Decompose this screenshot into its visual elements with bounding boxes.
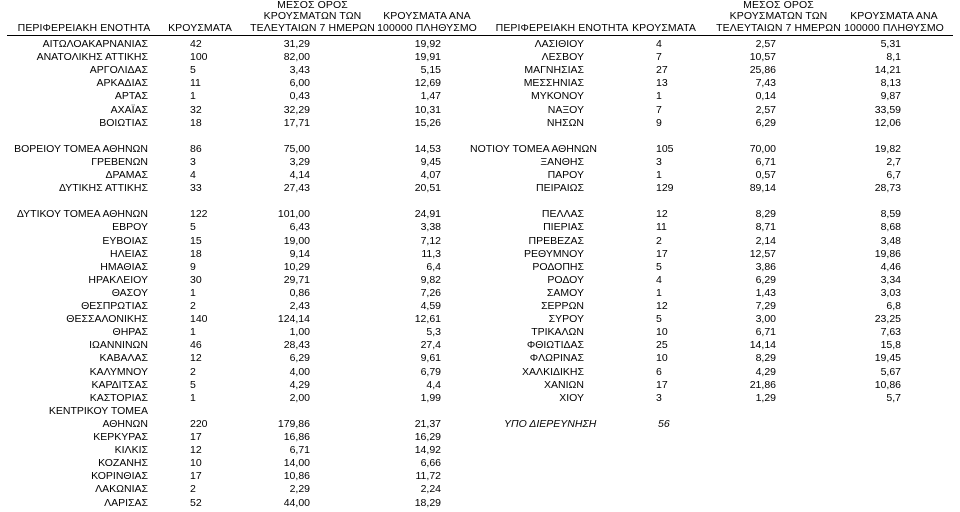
- cases-cell: 33: [190, 182, 202, 195]
- per100k-cell: 6,7: [886, 169, 901, 181]
- per100k-cell: 16,29: [414, 431, 441, 443]
- per100k-cell: 28,73: [874, 182, 901, 195]
- per100k-cell: 18,29: [414, 496, 441, 509]
- table-row: [0, 207, 960, 221]
- region-name-cell: ΕΒΡΟΥ: [112, 221, 148, 234]
- header-avg7-right: ΜΕΣΟΣ ΟΡΟΣ ΚΡΟΥΣΜΑΤΩΝ ΤΩΝ ΤΕΛΕΥΤΑΙΩΝ 7 ΗΜΕΡΩΝ: [716, 0, 841, 34]
- per100k-cell: 10,86: [874, 378, 901, 391]
- per100k-cell: 5,67: [880, 365, 901, 378]
- region-name-cell: ΛΑΡΙΣΑΣ: [104, 496, 148, 509]
- region-name-cell: ΘΗΡΑΣ: [112, 326, 148, 339]
- per100k-cell: 3,03: [880, 286, 901, 299]
- per100k-cell: 15,8: [880, 339, 901, 352]
- region-name-cell: ΔΡΑΜΑΣ: [105, 169, 148, 181]
- avg7-cell: 14,14: [749, 339, 776, 352]
- cases-cell: 5: [190, 64, 196, 77]
- table-row: [0, 50, 960, 64]
- region-name-cell: ΚΙΛΚΙΣ: [114, 444, 148, 457]
- cases-cell: 1: [656, 169, 662, 181]
- table-row: [0, 417, 960, 431]
- header-cases-left: ΚΡΟΥΣΜΑΤΑ: [168, 21, 232, 34]
- region-name-cell: ΡΟΔΟΠΗΣ: [532, 260, 584, 273]
- cases-cell: 18: [190, 116, 202, 129]
- cases-cell: 100: [190, 51, 208, 64]
- region-name-cell: ΛΑΚΩΝΙΑΣ: [95, 483, 148, 496]
- avg7-cell: 27,43: [283, 182, 310, 195]
- avg7-cell: 4,14: [289, 169, 310, 181]
- region-name-cell: ΓΡΕΒΕΝΩΝ: [91, 155, 148, 168]
- region-name-cell: ΠΙΕΡΙΑΣ: [543, 221, 584, 234]
- per100k-cell: 6,79: [420, 365, 441, 378]
- cases-cell: 12: [190, 444, 202, 457]
- per100k-cell: 14,53: [414, 142, 441, 155]
- table-row: [0, 378, 960, 392]
- region-name-cell: ΡΕΘΥΜΝΟΥ: [523, 247, 584, 260]
- avg7-cell: 14,00: [283, 457, 310, 470]
- region-name-cell: ΘΕΣΠΡΩΤΙΑΣ: [81, 300, 148, 312]
- cases-cell: 30: [190, 273, 202, 286]
- cases-cell: 3: [190, 155, 196, 168]
- cases-cell: 4: [190, 169, 196, 181]
- cases-cell: 5: [656, 313, 662, 326]
- per100k-cell: 3,48: [880, 234, 901, 247]
- region-name-cell: ΤΡΙΚΑΛΩΝ: [531, 326, 584, 339]
- region-name-cell: ΑΝΑΤΟΛΙΚΗΣ ΑΤΤΙΚΗΣ: [36, 51, 148, 64]
- avg7-cell: 2,57: [755, 38, 776, 50]
- avg7-cell: 70,00: [749, 142, 776, 155]
- cases-cell: 56: [658, 417, 670, 430]
- cases-cell: 5: [190, 378, 196, 391]
- avg7-cell: 44,00: [283, 496, 310, 509]
- per100k-cell: 6,4: [426, 260, 441, 273]
- per100k-cell: 27,4: [420, 339, 441, 352]
- per100k-cell: 5,3: [426, 326, 441, 339]
- cases-cell: 25: [656, 339, 668, 352]
- avg7-cell: 6,29: [755, 116, 776, 129]
- per100k-cell: 2,7: [886, 155, 901, 168]
- avg7-cell: 179,86: [277, 417, 310, 430]
- region-name-cell: ΣΑΜΟΥ: [546, 286, 584, 299]
- region-name-cell: ΘΕΣΣΑΛΟΝΙΚΗΣ: [66, 313, 148, 326]
- region-name-cell: ΙΩΑΝΝΙΝΩΝ: [89, 339, 148, 352]
- per100k-cell: 3,34: [880, 273, 901, 286]
- region-name-cell: ΔΥΤΙΚΗΣ ΑΤΤΙΚΗΣ: [58, 182, 148, 195]
- cases-cell: 9: [656, 116, 662, 129]
- per100k-cell: 10,31: [414, 103, 441, 116]
- cases-cell: 17: [190, 470, 202, 483]
- avg7-cell: 10,57: [749, 51, 776, 64]
- avg7-cell: 9,14: [289, 247, 310, 260]
- per100k-cell: 5,15: [420, 64, 441, 77]
- per100k-cell: 19,92: [414, 38, 441, 50]
- avg7-cell: 6,71: [755, 155, 776, 168]
- header-region-left: ΠΕΡΙΦΕΡΕΙΑΚΗ ΕΝΟΤΗΤΑ: [17, 21, 151, 34]
- per100k-cell: 5,31: [880, 38, 901, 50]
- region-name-cell: ΘΑΣΟΥ: [111, 286, 148, 299]
- avg7-cell: 32,29: [283, 103, 310, 116]
- avg7-cell: 6,29: [755, 273, 776, 286]
- cases-cell: 12: [656, 208, 668, 221]
- avg7-cell: 6,00: [289, 77, 310, 90]
- region-name-cell: ΛΕΣΒΟΥ: [541, 51, 584, 64]
- region-name-cell: ΑΙΤΩΛΟΑΚΑΡΝΑΝΙΑΣ: [42, 38, 148, 50]
- cases-cell: 12: [656, 300, 668, 312]
- region-name-cell: ΧΑΛΚΙΔΙΚΗΣ: [522, 365, 584, 378]
- cases-cell: 9: [190, 260, 196, 273]
- per100k-cell: 8,1: [886, 51, 901, 64]
- per100k-cell: 7,26: [420, 286, 441, 299]
- region-name-cell: ΜΑΓΝΗΣΙΑΣ: [524, 64, 584, 77]
- cases-cell: 7: [656, 51, 662, 64]
- avg7-cell: 17,71: [283, 116, 310, 129]
- per100k-cell: 8,13: [880, 77, 901, 90]
- cases-cell: 1: [190, 326, 196, 339]
- cases-cell: 140: [190, 313, 208, 326]
- per100k-cell: 9,61: [420, 352, 441, 365]
- avg7-cell: 1,00: [289, 326, 310, 339]
- per100k-cell: 8,68: [880, 221, 901, 234]
- per100k-cell: 4,46: [880, 260, 901, 273]
- avg7-cell: 4,29: [755, 365, 776, 378]
- per100k-cell: 7,12: [420, 234, 441, 247]
- cases-cell: 3: [656, 391, 662, 404]
- per100k-cell: 11,3: [421, 247, 441, 260]
- region-name-cell: ΝΑΞΟΥ: [547, 103, 584, 116]
- avg7-cell: 0,43: [289, 90, 310, 103]
- per100k-cell: 11,72: [415, 470, 441, 483]
- per100k-cell: 3,38: [420, 221, 441, 234]
- avg7-cell: 12,57: [749, 247, 776, 260]
- table-row: [0, 312, 960, 326]
- per100k-cell: 9,87: [880, 90, 901, 103]
- avg7-cell: 3,00: [755, 313, 776, 326]
- cases-cell: 220: [190, 417, 208, 430]
- avg7-cell: 8,71: [755, 221, 776, 234]
- per100k-cell: 7,63: [880, 326, 901, 339]
- per100k-cell: 12,61: [414, 313, 441, 326]
- cases-cell: 10: [656, 352, 668, 365]
- avg7-cell: 0,14: [755, 90, 776, 103]
- cases-cell: 18: [190, 247, 202, 260]
- header-cases-right: ΚΡΟΥΣΜΑΤΑ: [632, 21, 696, 34]
- avg7-cell: 29,71: [283, 273, 310, 286]
- region-name-cell: ΠΕΙΡΑΙΩΣ: [536, 182, 584, 195]
- table-row: [0, 482, 960, 496]
- avg7-cell: 101,00: [277, 208, 310, 221]
- per100k-cell: 9,45: [420, 155, 441, 168]
- per100k-cell: 19,82: [874, 142, 901, 155]
- cases-cell: 2: [190, 483, 196, 496]
- per100k-cell: 19,45: [874, 352, 901, 365]
- cases-cell: 17: [656, 378, 668, 391]
- region-name-cell: ΝΟΤΙΟΥ ΤΟΜΕΑ ΑΘΗΝΩΝ: [470, 142, 597, 155]
- avg7-cell: 28,43: [283, 339, 310, 352]
- region-name-cell: ΕΥΒΟΙΑΣ: [102, 234, 148, 247]
- avg7-cell: 2,29: [289, 483, 310, 496]
- region-name-cell: ΑΡΚΑΔΙΑΣ: [96, 77, 148, 90]
- cases-cell: 52: [190, 496, 202, 509]
- per100k-cell: 23,25: [874, 313, 901, 326]
- cases-cell: 2: [656, 234, 662, 247]
- cases-cell: 1: [656, 286, 662, 299]
- table-row: [0, 325, 960, 339]
- avg7-cell: 3,43: [289, 64, 310, 77]
- per100k-cell: 1,47: [420, 90, 441, 103]
- table-row: [0, 89, 960, 103]
- region-name-cell: ΑΡΓΟΛΙΔΑΣ: [89, 64, 148, 77]
- table-row: [0, 220, 960, 234]
- cases-cell: 13: [656, 77, 668, 90]
- cases-cell: 42: [190, 38, 202, 50]
- avg7-cell: 2,57: [755, 103, 776, 116]
- avg7-cell: 6,29: [289, 352, 310, 365]
- region-name-cell: ΠΡΕΒΕΖΑΣ: [528, 234, 584, 247]
- table-row: [0, 63, 960, 77]
- region-name-cell: ΣΥΡΟΥ: [548, 313, 584, 326]
- avg7-cell: 124,14: [277, 313, 310, 326]
- avg7-cell: 6,43: [289, 221, 310, 234]
- per100k-cell: 4,07: [420, 169, 441, 181]
- avg7-cell: 4,00: [289, 365, 310, 378]
- cases-cell: 4: [656, 38, 662, 50]
- table-row: [0, 496, 960, 510]
- cases-cell: 4: [656, 273, 662, 286]
- avg7-cell: 19,00: [283, 234, 310, 247]
- avg7-cell: 10,86: [283, 470, 310, 483]
- region-name-cell: ΦΛΩΡΙΝΑΣ: [529, 352, 584, 365]
- avg7-cell: 7,43: [755, 77, 776, 90]
- region-name-cell: ΜΕΣΣΗΝΙΑΣ: [523, 77, 584, 90]
- cases-cell: 17: [190, 431, 202, 443]
- per100k-cell: 14,21: [874, 64, 901, 77]
- per100k-cell: 6,8: [886, 300, 901, 312]
- per100k-cell: 1,99: [420, 391, 441, 404]
- avg7-cell: 82,00: [283, 51, 310, 64]
- cases-cell: 122: [190, 208, 208, 221]
- table-row: [0, 116, 960, 130]
- table-row: [0, 351, 960, 365]
- per100k-cell: 2,24: [420, 483, 441, 496]
- region-name-cell: ΛΑΣΙΘΙΟΥ: [534, 38, 584, 50]
- avg7-cell: 2,00: [289, 391, 310, 404]
- region-name-cell: ΚΑΣΤΟΡΙΑΣ: [89, 391, 148, 404]
- table-row: [0, 338, 960, 352]
- region-name-cell: ΞΑΝΘΗΣ: [540, 155, 584, 168]
- region-name-cell: ΥΠΟ ΔΙΕΡΕΥΝΗΣΗ: [504, 417, 597, 430]
- region-name-cell: ΠΕΛΛΑΣ: [541, 208, 584, 221]
- per100k-cell: 6,66: [420, 457, 441, 470]
- cases-cell: 11: [190, 77, 201, 90]
- table-row: [0, 247, 960, 261]
- per100k-cell: 12,06: [874, 116, 901, 129]
- cases-cell: 5: [190, 221, 196, 234]
- table-row: [0, 456, 960, 470]
- table-row: [0, 234, 960, 248]
- per100k-cell: 19,91: [414, 51, 441, 64]
- region-name-cell: ΦΘΙΩΤΙΔΑΣ: [526, 339, 584, 352]
- region-name-cell: ΒΟΙΩΤΙΑΣ: [99, 116, 148, 129]
- cases-cell: 5: [656, 260, 662, 273]
- avg7-cell: 4,29: [289, 378, 310, 391]
- region-name-cell: ΗΛΕΙΑΣ: [109, 247, 148, 260]
- cases-cell: 1: [190, 286, 196, 299]
- region-name-cell: ΣΕΡΡΩΝ: [541, 300, 584, 312]
- region-name-cell: ΑΘΗΝΩΝ: [102, 417, 148, 430]
- table-row: [0, 129, 960, 143]
- cases-cell: 10: [190, 457, 202, 470]
- avg7-cell: 8,29: [755, 208, 776, 221]
- region-name-cell: ΚΑΛΥΜΝΟΥ: [89, 365, 148, 378]
- table-row: [0, 37, 960, 51]
- region-name-cell: ΚΟΡΙΝΘΙΑΣ: [91, 470, 148, 483]
- header-region-right: ΠΕΡΙΦΕΡΕΙΑΚΗ ΕΝΟΤΗΤΑ: [495, 21, 629, 34]
- table-row: [0, 273, 960, 287]
- region-name-cell: ΧΑΝΙΩΝ: [544, 378, 584, 391]
- avg7-cell: 6,71: [755, 326, 776, 339]
- avg7-cell: 8,29: [755, 352, 776, 365]
- table-row: [0, 404, 960, 418]
- table-row: [0, 391, 960, 405]
- cases-cell: 6: [656, 365, 662, 378]
- per100k-cell: 15,26: [414, 116, 441, 129]
- per100k-cell: 21,37: [414, 417, 441, 430]
- region-name-cell: ΚΕΝΤΡΙΚΟΥ ΤΟΜΕΑ: [48, 404, 148, 417]
- cases-cell: 86: [190, 142, 202, 155]
- avg7-cell: 3,29: [289, 155, 310, 168]
- cases-cell: 2: [190, 365, 196, 378]
- avg7-cell: 0,86: [289, 286, 310, 299]
- cases-cell: 10: [656, 326, 668, 339]
- header-per100k-right: ΚΡΟΥΣΜΑΤΑ ΑΝΑ 100000 ΠΛΗΘΥΣΜΟ: [844, 10, 944, 34]
- avg7-cell: 2,14: [755, 234, 776, 247]
- region-name-cell: ΚΑΒΑΛΑΣ: [99, 352, 148, 365]
- region-name-cell: ΜΥΚΟΝΟΥ: [530, 90, 584, 103]
- per100k-cell: 4,59: [420, 300, 441, 312]
- region-name-cell: ΔΥΤΙΚΟΥ ΤΟΜΕΑ ΑΘΗΝΩΝ: [16, 208, 148, 221]
- table-row: [0, 142, 960, 156]
- table-row: [0, 76, 960, 90]
- cases-cell: 32: [190, 103, 202, 116]
- per100k-cell: 8,59: [880, 208, 901, 221]
- avg7-cell: 2,43: [289, 300, 310, 312]
- per100k-cell: 20,51: [414, 182, 441, 195]
- region-name-cell: ΚΑΡΔΙΤΣΑΣ: [91, 378, 148, 391]
- avg7-cell: 6,71: [289, 444, 310, 457]
- region-name-cell: ΑΧΑΪΑΣ: [110, 103, 148, 116]
- table-row: [0, 260, 960, 274]
- table-row: [0, 430, 960, 444]
- header-divider: [7, 35, 953, 36]
- region-name-cell: ΒΟΡΕΙΟΥ ΤΟΜΕΑ ΑΘΗΝΩΝ: [14, 142, 148, 155]
- table-row: [0, 469, 960, 483]
- per100k-cell: 5,7: [886, 391, 901, 404]
- table-row: [0, 299, 960, 313]
- table-row: [0, 168, 960, 182]
- avg7-cell: 75,00: [283, 142, 310, 155]
- cases-cell: 7: [656, 103, 662, 116]
- cases-cell: 15: [190, 234, 202, 247]
- region-name-cell: ΚΟΖΑΝΗΣ: [98, 457, 148, 470]
- avg7-cell: 10,29: [283, 260, 310, 273]
- cases-cell: 1: [656, 90, 662, 103]
- region-name-cell: ΚΕΡΚΥΡΑΣ: [93, 431, 148, 443]
- avg7-cell: 7,29: [755, 300, 776, 312]
- table-row: [0, 365, 960, 379]
- per100k-cell: 19,86: [874, 247, 901, 260]
- region-name-cell: ΝΗΣΩΝ: [546, 116, 584, 129]
- cases-cell: 3: [656, 155, 662, 168]
- avg7-cell: 16,86: [283, 431, 310, 443]
- header-avg7-left: ΜΕΣΟΣ ΟΡΟΣ ΚΡΟΥΣΜΑΤΩΝ ΤΩΝ ΤΕΛΕΥΤΑΙΩΝ 7 ΗΜΕΡΩΝ: [250, 0, 375, 34]
- region-name-cell: ΗΜΑΘΙΑΣ: [100, 260, 148, 273]
- avg7-cell: 25,86: [749, 64, 776, 77]
- avg7-cell: 3,86: [755, 260, 776, 273]
- cases-cell: 12: [190, 352, 202, 365]
- table-row: [0, 181, 960, 195]
- avg7-cell: 21,86: [749, 378, 776, 391]
- cases-cell: 1: [190, 391, 196, 404]
- per100k-cell: 9,82: [420, 273, 441, 286]
- avg7-cell: 0,57: [755, 169, 776, 181]
- region-name-cell: ΠΑΡΟΥ: [547, 169, 584, 181]
- table-row: [0, 286, 960, 300]
- table-row: [0, 443, 960, 457]
- region-name-cell: ΗΡΑΚΛΕΙΟΥ: [88, 273, 148, 286]
- table-row: [0, 194, 960, 208]
- cases-cell: 105: [656, 142, 674, 155]
- region-name-cell: ΡΟΔΟΥ: [547, 273, 584, 286]
- cases-cell: 129: [656, 182, 674, 195]
- cases-cell: 17: [656, 247, 668, 260]
- avg7-cell: 1,29: [755, 391, 776, 404]
- table-row: [0, 103, 960, 117]
- avg7-cell: 89,14: [749, 182, 776, 195]
- cases-cell: 11: [656, 221, 667, 234]
- avg7-cell: 1,43: [755, 286, 776, 299]
- avg7-cell: 31,29: [283, 38, 310, 50]
- per100k-cell: 4,4: [426, 378, 441, 391]
- region-name-cell: ΧΙΟΥ: [559, 391, 584, 404]
- per100k-cell: 33,59: [874, 103, 901, 116]
- cases-cell: 46: [190, 339, 202, 352]
- region-name-cell: ΑΡΤΑΣ: [114, 90, 148, 103]
- cases-cell: 1: [190, 90, 196, 103]
- table-row: [0, 155, 960, 169]
- cases-cell: 2: [190, 300, 196, 312]
- header-per100k-left: ΚΡΟΥΣΜΑΤΑ ΑΝΑ 100000 ΠΛΗΘΥΣΜΟ: [377, 10, 477, 34]
- per100k-cell: 12,69: [414, 77, 441, 90]
- per100k-cell: 24,91: [414, 208, 441, 221]
- per100k-cell: 14,92: [414, 444, 441, 457]
- cases-cell: 27: [656, 64, 668, 77]
